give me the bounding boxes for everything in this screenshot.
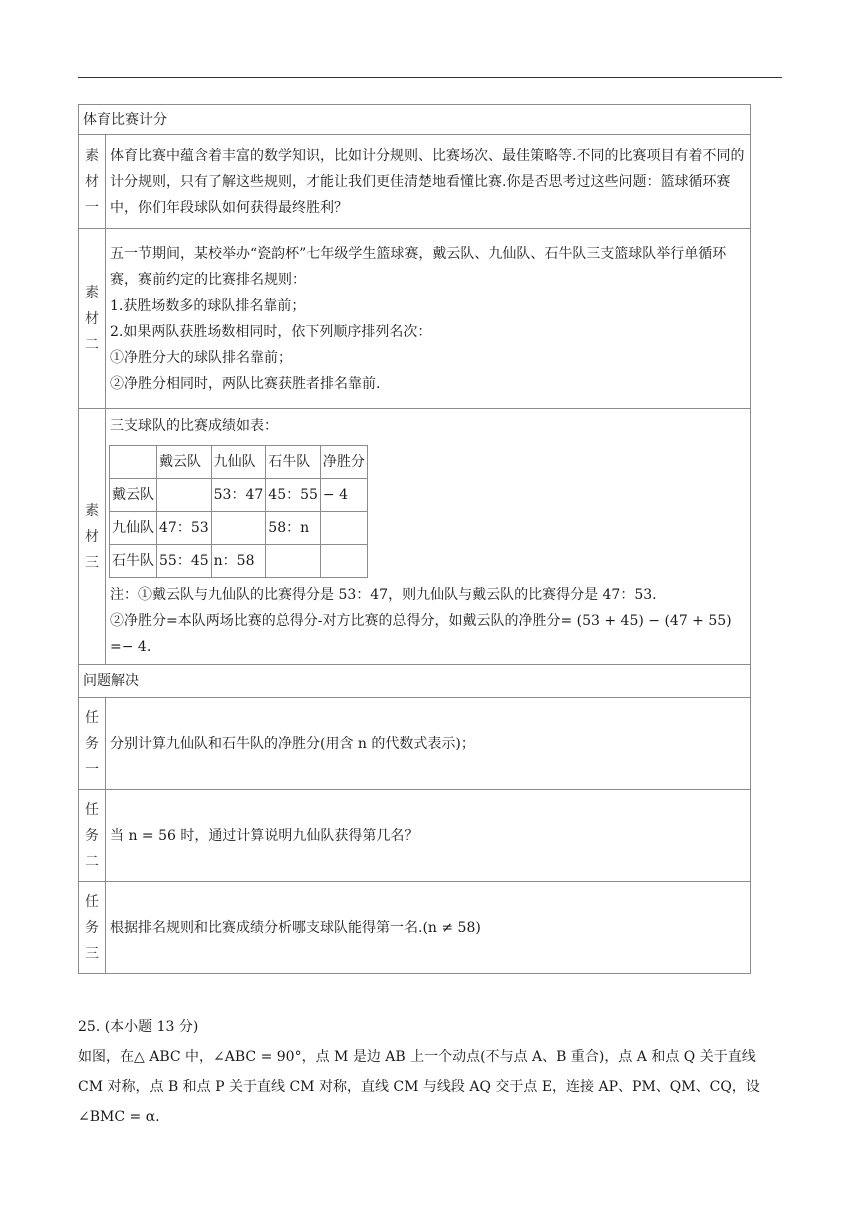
table-row [110, 479, 368, 512]
table-cell [157, 479, 212, 512]
material-label: 素 材 三 [79, 409, 106, 665]
score-table [109, 445, 368, 578]
table-cell [211, 512, 266, 545]
table-cell: 九仙队 [110, 512, 157, 545]
task-text: 根据排名规则和比赛成绩分析哪支球队能得第一名.(n ≠ 58) [106, 882, 751, 974]
table-cell: 石牛队 [110, 545, 157, 578]
table-header-cell: 戴云队 [157, 446, 212, 479]
main-table [78, 104, 751, 974]
material-text: 2.如果两队获胜场数相同时，依下列顺序排列名次： [110, 323, 432, 340]
material-label: 素 材 二 [79, 229, 106, 409]
task-label: 任 务 三 [79, 882, 106, 974]
score-note: 注：①戴云队与九仙队的比赛得分是 53：47，则九仙队与戴云队的比赛得分是 47：53. [110, 587, 657, 603]
table-row [110, 512, 368, 545]
header-rule [78, 77, 782, 78]
table-header-cell: 石牛队 [266, 446, 321, 479]
task-text: 分别计算九仙队和石牛队的净胜分(用含 n 的代数式表示)； [106, 698, 751, 790]
score-note: ②净胜分=本队两场比赛的总得分-对方比赛的总得分，如戴云队的净胜分= (53 + 45) − (47 + 55) =− 4. [110, 613, 732, 655]
table-cell: 55：45 [157, 545, 212, 578]
table-header-cell: 九仙队 [211, 446, 266, 479]
table-row [110, 545, 368, 578]
section-title: 体育比赛计分 [79, 105, 751, 135]
table-cell: n：58 [211, 545, 266, 578]
material-content [106, 229, 751, 409]
task-label: 任 务 二 [79, 790, 106, 882]
score-table-intro: 三支球队的比赛成绩如表： [110, 418, 278, 434]
table-cell [320, 512, 367, 545]
table-cell: 47：53 [157, 512, 212, 545]
task-text: 当 n = 56 时，通过计算说明九仙队获得第几名？ [106, 790, 751, 882]
table-header-cell: 净胜分 [320, 446, 367, 479]
table-cell [320, 545, 367, 578]
task-label: 任 务 一 [79, 698, 106, 790]
table-cell: 53：47 [211, 479, 266, 512]
material-content [106, 135, 751, 229]
material-text: 1.获胜场数多的球队排名靠前； [110, 297, 306, 314]
material-label: 素 材 一 [79, 135, 106, 229]
material-text: ①净胜分大的球队排名靠前； [110, 349, 292, 366]
table-header-cell [110, 446, 157, 479]
question-heading: 25. (本小题 13 分) [78, 1019, 199, 1035]
table-cell: − 4 [320, 479, 367, 512]
material-text: 体育比赛中蕴含着丰富的数学知识，比如计分规则、比赛场次、最佳策略等.不同的比赛项目有着不同的计分规则，只有了解这些规则，才能让我们更佳清楚地看懂比赛.你是否思考过这些问题：篮球循环赛中，你们年段球队如何获得最终胜利？ [110, 147, 745, 216]
question-25 [78, 1012, 782, 1132]
score-table-header [110, 446, 368, 479]
material-content [106, 409, 751, 665]
problem-title: 问题解决 [79, 665, 751, 698]
table-cell [266, 545, 321, 578]
material-text: 五一节期间，某校举办“瓷韵杯”七年级学生篮球赛，戴云队、九仙队、石牛队三支篮球队举行单循环赛，赛前约定的比赛排名规则： [110, 245, 727, 288]
table-cell: 58：n [266, 512, 321, 545]
material-text: ②净胜分相同时，两队比赛获胜者排名靠前. [110, 375, 381, 392]
table-cell: 45：55 [266, 479, 321, 512]
question-text: 如图，在△ ABC 中，∠ABC = 90°，点 M 是边 AB 上一个动点(不与点 A、B 重合)，点 A 和点 Q 关于直线 CM 对称，点 B 和点 P 关于直线 CM 对称，直线 CM 与线段 AQ 交于点 E，连接 AP、PM、QM、CQ，设∠BMC = α. [78, 1049, 760, 1125]
table-cell: 戴云队 [110, 479, 157, 512]
